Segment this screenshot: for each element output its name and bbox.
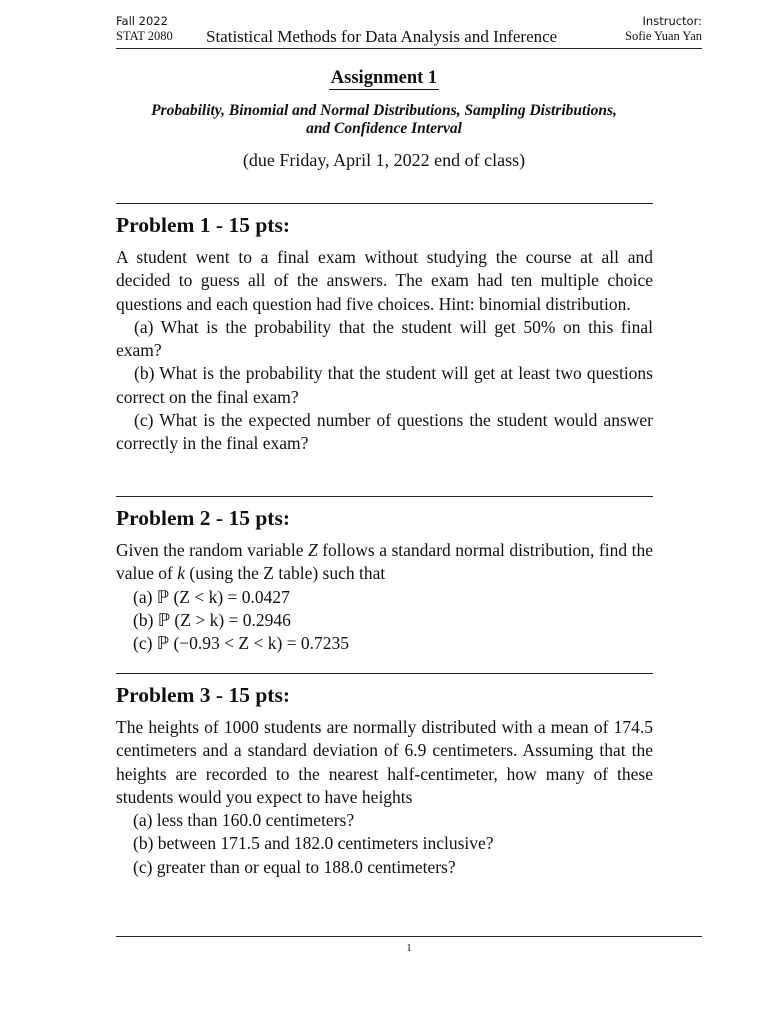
- problem-3-part-c: (c) greater than or equal to 188.0 centimeters?: [133, 856, 456, 877]
- section-divider: [116, 203, 653, 204]
- problem-1-title: Problem 1 - 15 pts:: [116, 213, 290, 237]
- problem-1-body: [116, 246, 653, 456]
- instructor-name: Sofie Yuan Yan: [625, 29, 702, 43]
- page-number: 1: [406, 942, 412, 954]
- problem-3-part-b: (b) between 171.5 and 182.0 centimeters inclusive?: [133, 833, 494, 854]
- course-title: Statistical Methods for Data Analysis and Inference: [206, 27, 558, 46]
- variable-z: Z: [307, 540, 318, 560]
- assignment-heading: [0, 68, 768, 89]
- problem-1-part-c: (c) What is the expected number of questions the student would answer correctly in the final exam?: [116, 410, 653, 454]
- problem-3-intro: The heights of 1000 students are normally distributed with a mean of 174.5 centimeters and a standard deviation of 6.9 centimeters. Assuming that the heights are recorded to the nearest half-centimeter, how many of these students would you expect to have heights: [116, 717, 653, 807]
- problem-2-intro: Given the random variable Z follows a standard normal distribution, find the value of k (using the Z table) such that: [116, 540, 654, 584]
- header-divider: [116, 48, 702, 49]
- problem-3-title: Problem 3 - 15 pts:: [116, 683, 290, 707]
- section-divider: [116, 673, 653, 674]
- problem-3-body: [116, 716, 653, 879]
- assignment-subtitle: Probability, Binomial and Normal Distributions, Sampling Distributions, and Confidence Interval: [151, 102, 617, 137]
- problem-2-part-a: (a) ℙ (Z < k) = 0.0427: [133, 586, 290, 607]
- header-left: [116, 14, 173, 44]
- problem-1-part-a: (a) What is the probability that the student will get 50% on this final exam?: [116, 316, 653, 361]
- assignment-title: Assignment 1: [330, 68, 438, 88]
- problem-2-title: Problem 2 - 15 pts:: [116, 506, 290, 530]
- section-divider: [116, 496, 653, 497]
- footer-divider: [116, 936, 702, 937]
- header-right: [625, 14, 702, 44]
- due-date: (due Friday, April 1, 2022 end of class): [242, 150, 526, 170]
- variable-k: k: [177, 563, 186, 584]
- instructor-label: Instructor:: [642, 14, 702, 28]
- problem-2-body: [116, 539, 653, 655]
- course-code: STAT 2080: [116, 29, 173, 43]
- problem-1-intro: A student went to a final exam without studying the course at all and decided to guess all of the answers. The exam had ten multiple choice questions and each question had five choices. Hint: binomial distribution.: [116, 247, 653, 314]
- problem-2-part-b: (b) ℙ (Z > k) = 0.2946: [133, 609, 291, 630]
- problem-3-part-a: (a) less than 160.0 centimeters?: [133, 810, 355, 831]
- problem-1-part-b: (b) What is the probability that the student will get at least two questions correct on the final exam?: [116, 363, 653, 407]
- problem-2-part-c: (c) ℙ (−0.93 < Z < k) = 0.7235: [133, 633, 350, 654]
- semester-label: Fall 2022: [116, 14, 168, 28]
